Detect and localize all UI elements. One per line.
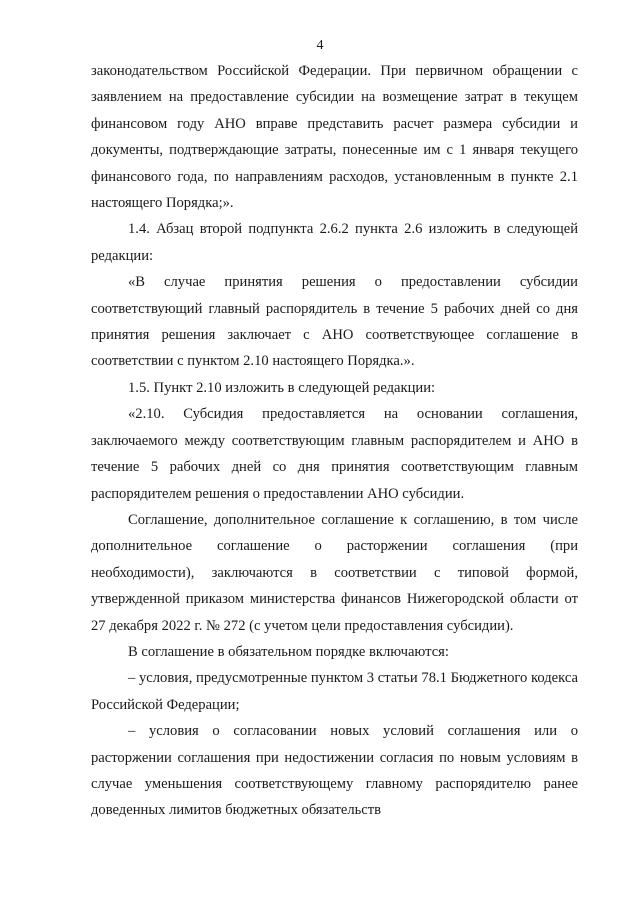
- paragraph-mandatory-terms: В соглашение в обязательном порядке включаются:: [128, 643, 449, 660]
- paragraph-quote-2-10: «2.10. Субсидия предоставляется на основании соглашения, заключаемого между соответствующим главным распорядителем и АНО в течение 5 рабочих дней со дня принятия соответствующим главным распорядителем решения о предоставлении АНО субсидии.: [91, 406, 578, 502]
- page-number: 4: [316, 38, 324, 53]
- paragraph-agreement: Соглашение, дополнительное соглашение к соглашению, в том числе дополнительное соглашение о расторжении соглашения (при необходимости), заключаются в соответствии с типовой формой, утвержденной приказом министерства финансов Нижегородской области от 27 декабря 2022 г. № 272 (с учетом цели предоставления субсидии).: [91, 511, 578, 634]
- paragraph-continuation: законодательством Российской Федерации. При первичном обращении с заявлением на предоставление субсидии на возмещение затрат в текущем финансовом году АНО вправе представить расчет размера субсидии и документы, подтверждающие затраты, понесенные им с 1 января текущего финансового года, по направлениям расходов, установленным в пункте 2.1 настоящего Порядка;».: [91, 63, 578, 212]
- document-body: [91, 58, 578, 824]
- paragraph-item-1-5: 1.5. Пункт 2.10 изложить в следующей редакции:: [128, 379, 436, 396]
- list-item-budget-code: – условия, предусмотренные пунктом 3 статьи 78.1 Бюджетного кодекса Российской Федерации;: [91, 670, 578, 713]
- paragraph-item-1-4: 1.4. Абзац второй подпункта 2.6.2 пункта 2.6 изложить в следующей редакции:: [91, 221, 578, 264]
- list-item-new-conditions: – условия о согласовании новых условий соглашения или о расторжении соглашения при недостижении согласия по новым условиям в случае уменьшения соответствующему главному распорядителю ранее доведенных лимитов бюджетных обязательств: [91, 723, 578, 819]
- paragraph-quote-2-6-2: «В случае принятия решения о предоставлении субсидии соответствующий главный распорядитель в течение 5 рабочих дней со дня принятия решения заключает с АНО соответствующее соглашение в соответствии с пунктом 2.10 настоящего Порядка.».: [91, 274, 578, 370]
